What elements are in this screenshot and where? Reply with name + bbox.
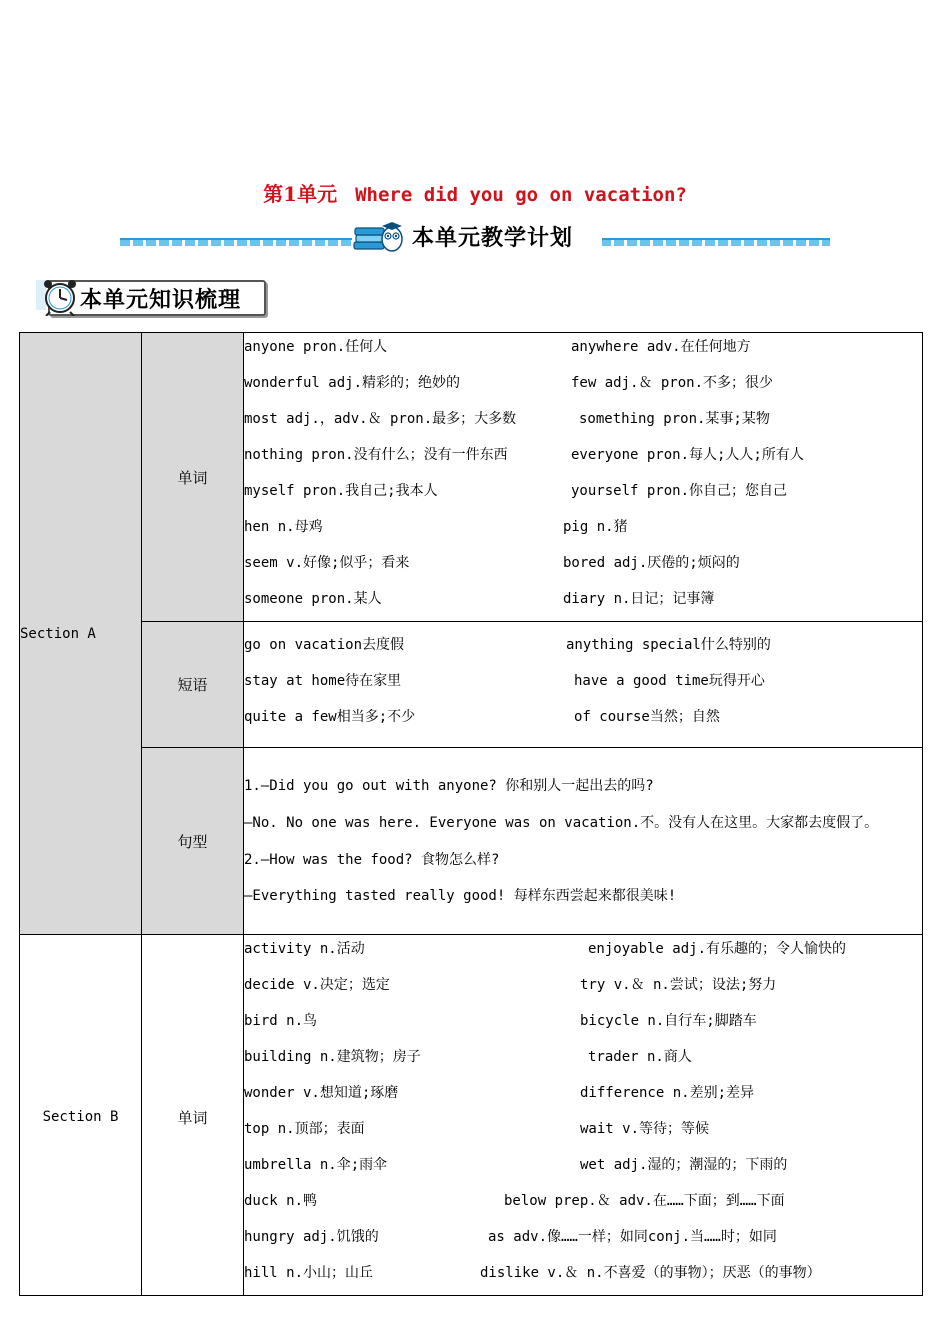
section-a-words-label: 单词 (142, 333, 244, 622)
list-item: —No. No one was here. Everyone was on vacation.不。没有人在这里。大家都去度假了。 (244, 815, 879, 831)
list-item: stay at home待在家里 have a good time玩得开心 (244, 672, 765, 689)
table-row (20, 622, 923, 748)
plan-badge (352, 220, 602, 252)
list-item: —Everything tasted really good! 每样东西尝起来都很美味! (244, 888, 677, 904)
list-item: wonderful adj.精彩的；绝妙的 few adj.＆ pron.不多；很少 (244, 375, 774, 391)
list-item: someone pron.某人 diary n.日记；记事簿 (244, 591, 715, 607)
list-item: hen n.母鸡 pig n.猪 (244, 519, 628, 535)
section-a-phrases (244, 622, 923, 748)
list-item: hungry adj.饥饿的 as adv.像……一样；如同conj.当……时；如同 (244, 1229, 777, 1245)
unit-title (0, 178, 950, 207)
list-item: bird n.鸟 bicycle n.自行车;脚踏车 (244, 1013, 757, 1029)
section-a-label: Section A (20, 333, 142, 935)
knowledge-table (19, 332, 923, 1296)
clock-icon (34, 276, 80, 316)
knowledge-banner (34, 276, 264, 316)
list-item: quite a few相当多;不少 of course当然；自然 (244, 708, 720, 725)
section-b-words-label: 单词 (142, 935, 244, 1296)
table-row (20, 748, 923, 935)
list-item: myself pron.我自己;我本人 yourself pron.你自己；您自己 (244, 483, 788, 499)
list-item: anyone pron.任何人 anywhere adv.在任何地方 (244, 339, 751, 355)
list-item: building n.建筑物；房子 trader n.商人 (244, 1049, 692, 1065)
list-item: activity n.活动 enjoyable adj.有乐趣的；令人愉快的 (244, 941, 847, 957)
unit-label: 第1单元 (263, 182, 338, 206)
list-item: nothing pron.没有什么；没有一件东西 everyone pron.每人;人人;所有人 (244, 447, 804, 463)
list-item: go on vacation去度假 anything special什么特别的 (244, 636, 771, 653)
teaching-plan-banner (120, 214, 830, 260)
knowledge-banner-text: 本单元知识梳理 (80, 288, 242, 313)
books-owl-icon (352, 220, 404, 252)
section-b-label: Section B (20, 935, 142, 1296)
section-a-phrases-label: 短语 (142, 622, 244, 748)
list-item: decide v.决定；选定 try v.＆ n.尝试；设法;努力 (244, 977, 777, 993)
list-item: 1.—Did you go out with anyone? 你和别人一起出去的吗? (244, 778, 654, 794)
table-row (20, 333, 923, 622)
list-item: 2.—How was the food? 食物怎么样? (244, 852, 500, 868)
section-b-words (244, 935, 923, 1296)
list-item: wonder v.想知道;琢磨 difference n.差别;差异 (244, 1085, 755, 1101)
section-a-words (244, 333, 923, 622)
unit-title-en: Where did you go on vacation? (355, 184, 687, 206)
plan-banner-text: 本单元教学计划 (412, 225, 574, 251)
section-a-sentences-label: 句型 (142, 748, 244, 935)
list-item: most adj.，adv.＆ pron.最多；大多数 something pron.某事;某物 (244, 411, 770, 427)
section-a-sentences (244, 748, 923, 935)
list-item: hill n.小山；山丘 dislike v.＆ n.不喜爱（的事物）；厌恶（的事物） (244, 1265, 821, 1281)
table-row (20, 935, 923, 1296)
list-item: umbrella n.伞;雨伞 wet adj.湿的；潮湿的；下雨的 (244, 1157, 788, 1173)
list-item: duck n.鸭 below prep.＆ adv.在……下面；到……下面 (244, 1193, 785, 1209)
list-item: seem v.好像;似乎；看来 bored adj.厌倦的;烦闷的 (244, 555, 740, 571)
list-item: top n.顶部；表面 wait v.等待；等候 (244, 1121, 710, 1137)
